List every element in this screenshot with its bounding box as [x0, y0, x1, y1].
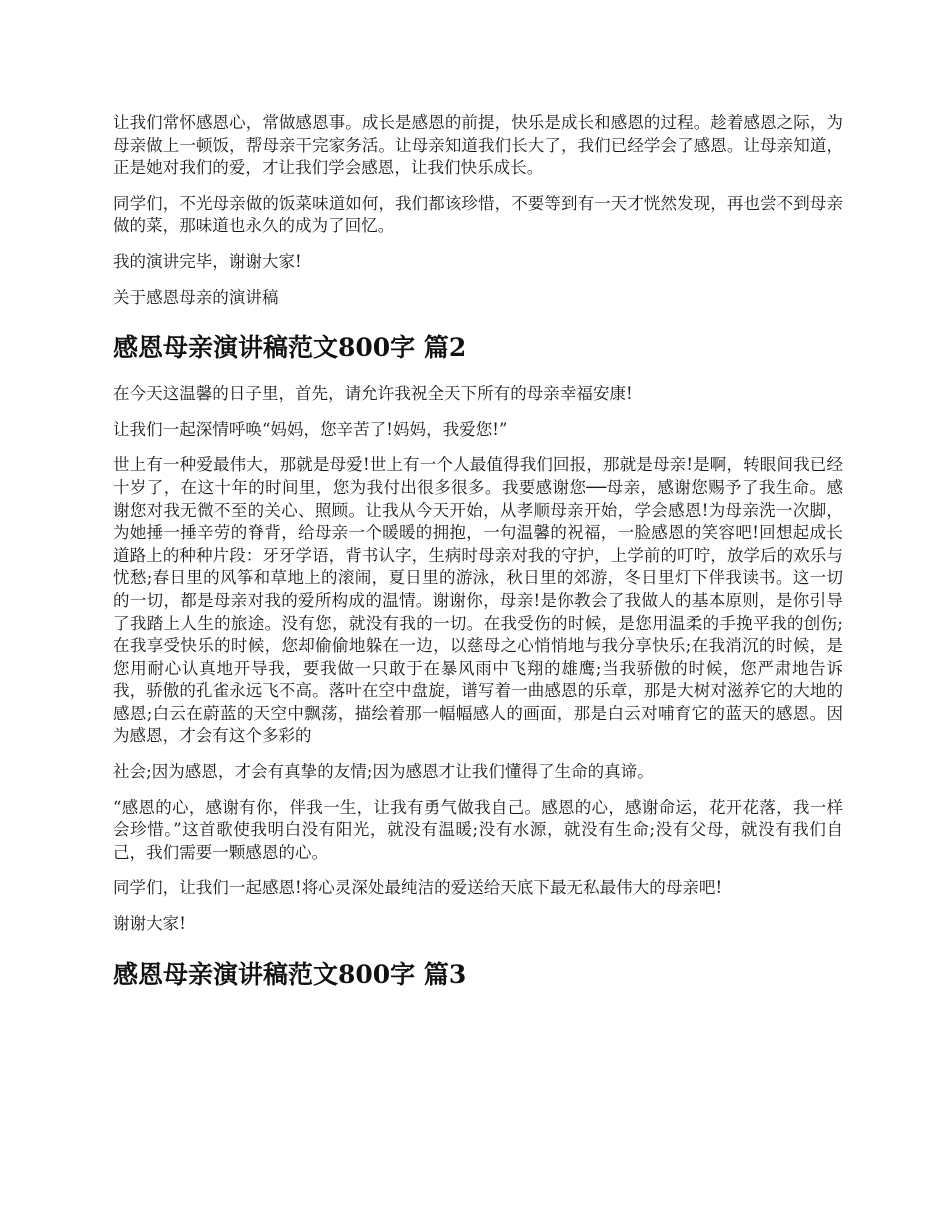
paragraph: 世上有一种爱最伟大，那就是母爱!世上有一个人最值得我们回报，那就是母亲!是啊，转眼间我已经十岁了，在这十年的时间里，您为我付出很多很多。我要感谢您──母亲，感谢您赐予了我生命。感谢您对我无微不至的关心、照顾。让我从今天开始，从孝顺母亲开始，学会感恩!为母亲洗一次脚，为她捶一捶辛劳的脊背，给母亲一个暖暖的拥抱，一句温馨的祝福，一脸感恩的笑容吧!回想起成长道路上的种种片段：牙牙学语，背书认字，生病时母亲对我的守护，上学前的叮咛，放学后的欢乐与忧愁;春日里的风筝和草地上的滚闹，夏日里的游泳，秋日里的郊游，冬日里灯下伴我读书。这一切的一切，都是母亲对我的爱所构成的温情。谢谢你，母亲!是你教会了我做人的基本原则，是你引导了我踏上人生的旅途。没有您，就没有我的一切。在我受伤的时候，是您用温柔的手挽平我的创伤;在我享受快乐的时候，您却偷偷地躲在一边，以慈母之心悄悄地与我分享快乐;在我消沉的时候，是您用耐心认真地开导我，要我做一只敢于在暴风雨中飞翔的雄鹰;当我骄傲的时候，您严肃地告诉我，骄傲的孔雀永远飞不高。落叶在空中盘旋，谱写着一曲感恩的乐章，那是大树对滋养它的大地的感恩;白云在蔚蓝的天空中飘荡，描绘着那一幅幅感人的画面，那是白云对哺育它的蓝天的感恩。因为感恩，才会有这个多彩的: [113, 455, 843, 746]
paragraph: 同学们，不光母亲做的饭菜味道如何，我们都该珍惜，不要等到有一天才恍然发现，再也尝不到母亲做的菜，那味道也永久的成为了回忆。: [113, 193, 843, 236]
paragraph: 我的演讲完毕，谢谢大家!: [113, 251, 302, 271]
section-heading-3: 感恩母亲演讲稿范文800字 篇3: [113, 959, 467, 989]
paragraph: 让我们一起深情呼唤“妈妈，您辛苦了!妈妈，我爱您!”: [113, 419, 508, 439]
paragraph: “感恩的心，感谢有你，伴我一生，让我有勇气做我自己。感恩的心，感谢命运，花开花落，我一样会珍惜。”这首歌使我明白没有阳光，就没有温暖;没有水源，就没有生命;没有父母，就没有我们自己，我们需要一颗感恩的心。: [113, 797, 843, 862]
document-page: [113, 112, 843, 1010]
paragraph: 社会;因为感恩，才会有真挚的友情;因为感恩才让我们懂得了生命的真谛。: [113, 762, 654, 782]
paragraph: 谢谢大家!: [113, 914, 186, 934]
paragraph: 让我们常怀感恩心，常做感恩事。成长是感恩的前提，快乐是成长和感恩的过程。趁着感恩之际，为母亲做上一顿饭，帮母亲干完家务活。让母亲知道我们长大了，我们已经学会了感恩。让母亲知道，正是她对我们的爱，才让我们学会感恩，让我们快乐成长。: [113, 113, 843, 178]
paragraph: 关于感恩母亲的演讲稿: [113, 287, 279, 307]
section-heading-2: 感恩母亲演讲稿范文800字 篇2: [113, 333, 467, 363]
paragraph: 在今天这温馨的日子里，首先，请允许我祝全天下所有的母亲幸福安康!: [113, 384, 633, 404]
paragraph: 同学们，让我们一起感恩!将心灵深处最纯洁的爱送给天底下最无私最伟大的母亲吧!: [113, 878, 723, 898]
